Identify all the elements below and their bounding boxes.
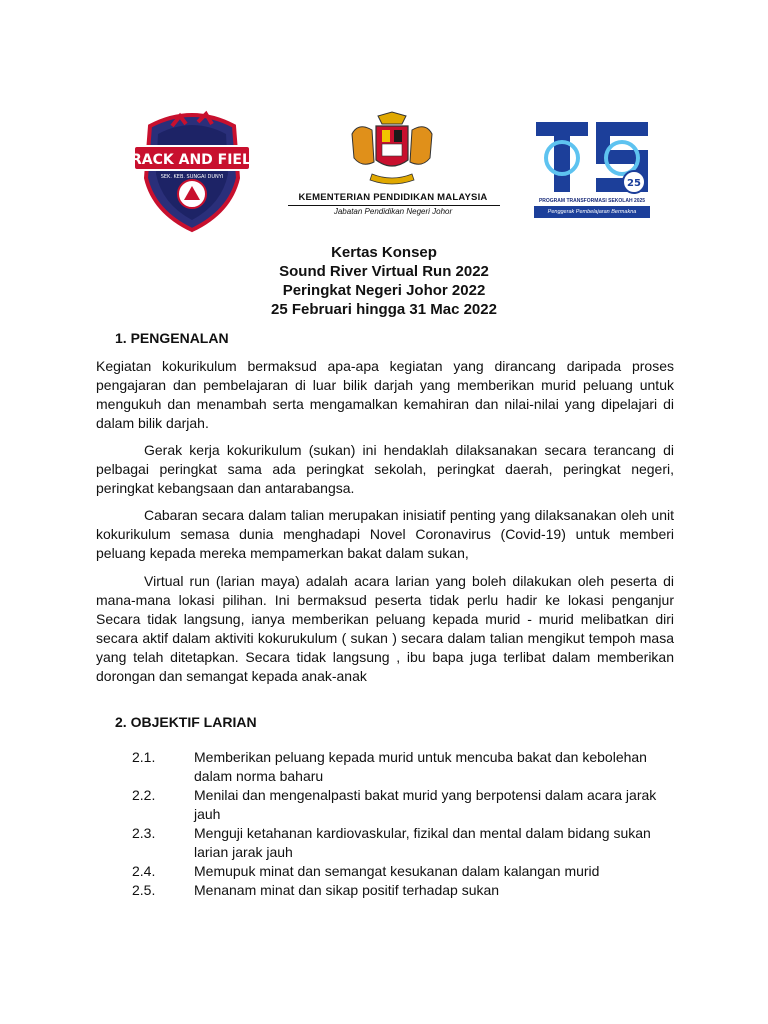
list-item-text: Menguji ketahanan kardiovaskular, fizikal dan mental dalam bidang sukan larian jarak jauh [194, 825, 651, 860]
coat-of-arms-icon [342, 112, 442, 190]
list-item [132, 862, 680, 881]
ministry-divider [288, 205, 500, 206]
section-2-heading: 2. OBJEKTIF LARIAN [115, 714, 257, 730]
list-item-text: Menilai dan mengenalpasti bakat murid yang berpotensi dalam acara jarak jauh [194, 787, 657, 822]
list-item-number: 2.5. [132, 882, 156, 898]
title-line-3: Peringkat Negeri Johor 2022 [282, 282, 486, 299]
title-line-1: Kertas Konsep [331, 244, 437, 261]
list-item [132, 748, 680, 786]
ministry-name: KEMENTERIAN PENDIDIKAN MALAYSIA [298, 192, 488, 203]
logo-school: SEK. KEB. SUNGAI DUNYI [160, 174, 224, 180]
section-1-heading: 1. PENGENALAN [115, 330, 229, 346]
paragraph-2: Gerak kerja kokurikulum (sukan) ini hendaklah dilaksanakan secara terancang di pelbagai peringkat sama ada peringkat sekolah, peringkat daerah, peringkat negeri, peringkat kebangsaan dan antarabangsa. [96, 442, 674, 496]
objectives-list [132, 748, 680, 900]
title-line-2: Sound River Virtual Run 2022 [279, 263, 489, 280]
list-item [132, 824, 680, 862]
list-item-text: Memberikan peluang kepada murid untuk mencuba bakat dan kebolehan dalam norma baharu [194, 749, 647, 784]
paragraph-3: Cabaran secara dalam talian merupakan inisiatif penting yang dilaksanakan oleh unit kokurikulum semasa dunia menghadapi Novel Coronavirus (Covid-19) untuk memberi peluang kepada mereka mempamerkan bakat dalam sukan, [96, 507, 674, 561]
ministry-logo [280, 112, 504, 222]
paragraph-1: Kegiatan kokurikulum bermaksud apa-apa kegiatan yang dirancang daripada proses pengajaran dan pembelajaran di luar bilik darjah yang memberikan murid peluang untuk mengukuh dan menambah serta mengamalkan kemahiran dan nilai-nilai yang dipelajari di dalam bilik darjah. [96, 358, 674, 431]
list-item-text: Menanam minat dan sikap positif terhadap sukan [194, 882, 500, 898]
list-item [132, 786, 680, 824]
list-item-number: 2.1. [132, 749, 156, 765]
ts-caption: PROGRAM TRANSFORMASI SEKOLAH 2025 [538, 198, 646, 204]
list-item-number: 2.2. [132, 787, 156, 803]
ts-mark: TS [530, 112, 532, 113]
title-line-4: 25 Februari hingga 31 Mac 2022 [271, 301, 497, 318]
ts25-logo [530, 112, 654, 224]
paragraph-4: Virtual run (larian maya) adalah acara larian yang boleh dilakukan oleh peserta di mana-mana lokasi pilihan. Ini bermaksud peserta tidak perlu hadir ke lokasi penganjur Secara tidak langsung, ianya memberikan peluang kepada murid - murid melibatkan diri secara aktif dalam aktiviti kokurukulum ( sukan ) secara dalam talian mengikut tempoh masa yang telah ditetapkan. Secara tidak langsung , ibu bapa juga terlibat dalam memberikan dorongan dan semangat kepada anak-anak [96, 573, 674, 684]
ts-number: 25 [627, 178, 641, 189]
list-item [132, 881, 680, 900]
ts-banner: Penggerak Pembelajaran Bermakna [534, 206, 650, 218]
list-item-number: 2.4. [132, 863, 156, 879]
logo-title: TRACK AND FIELD [121, 152, 263, 168]
document-title [0, 243, 768, 319]
track-and-field-logo [121, 108, 263, 232]
list-item-number: 2.3. [132, 825, 156, 841]
department-name: Jabatan Pendidikan Negeri Johor [333, 207, 453, 216]
list-item-text: Memupuk minat dan semangat kesukanan dalam kalangan murid [194, 863, 600, 879]
